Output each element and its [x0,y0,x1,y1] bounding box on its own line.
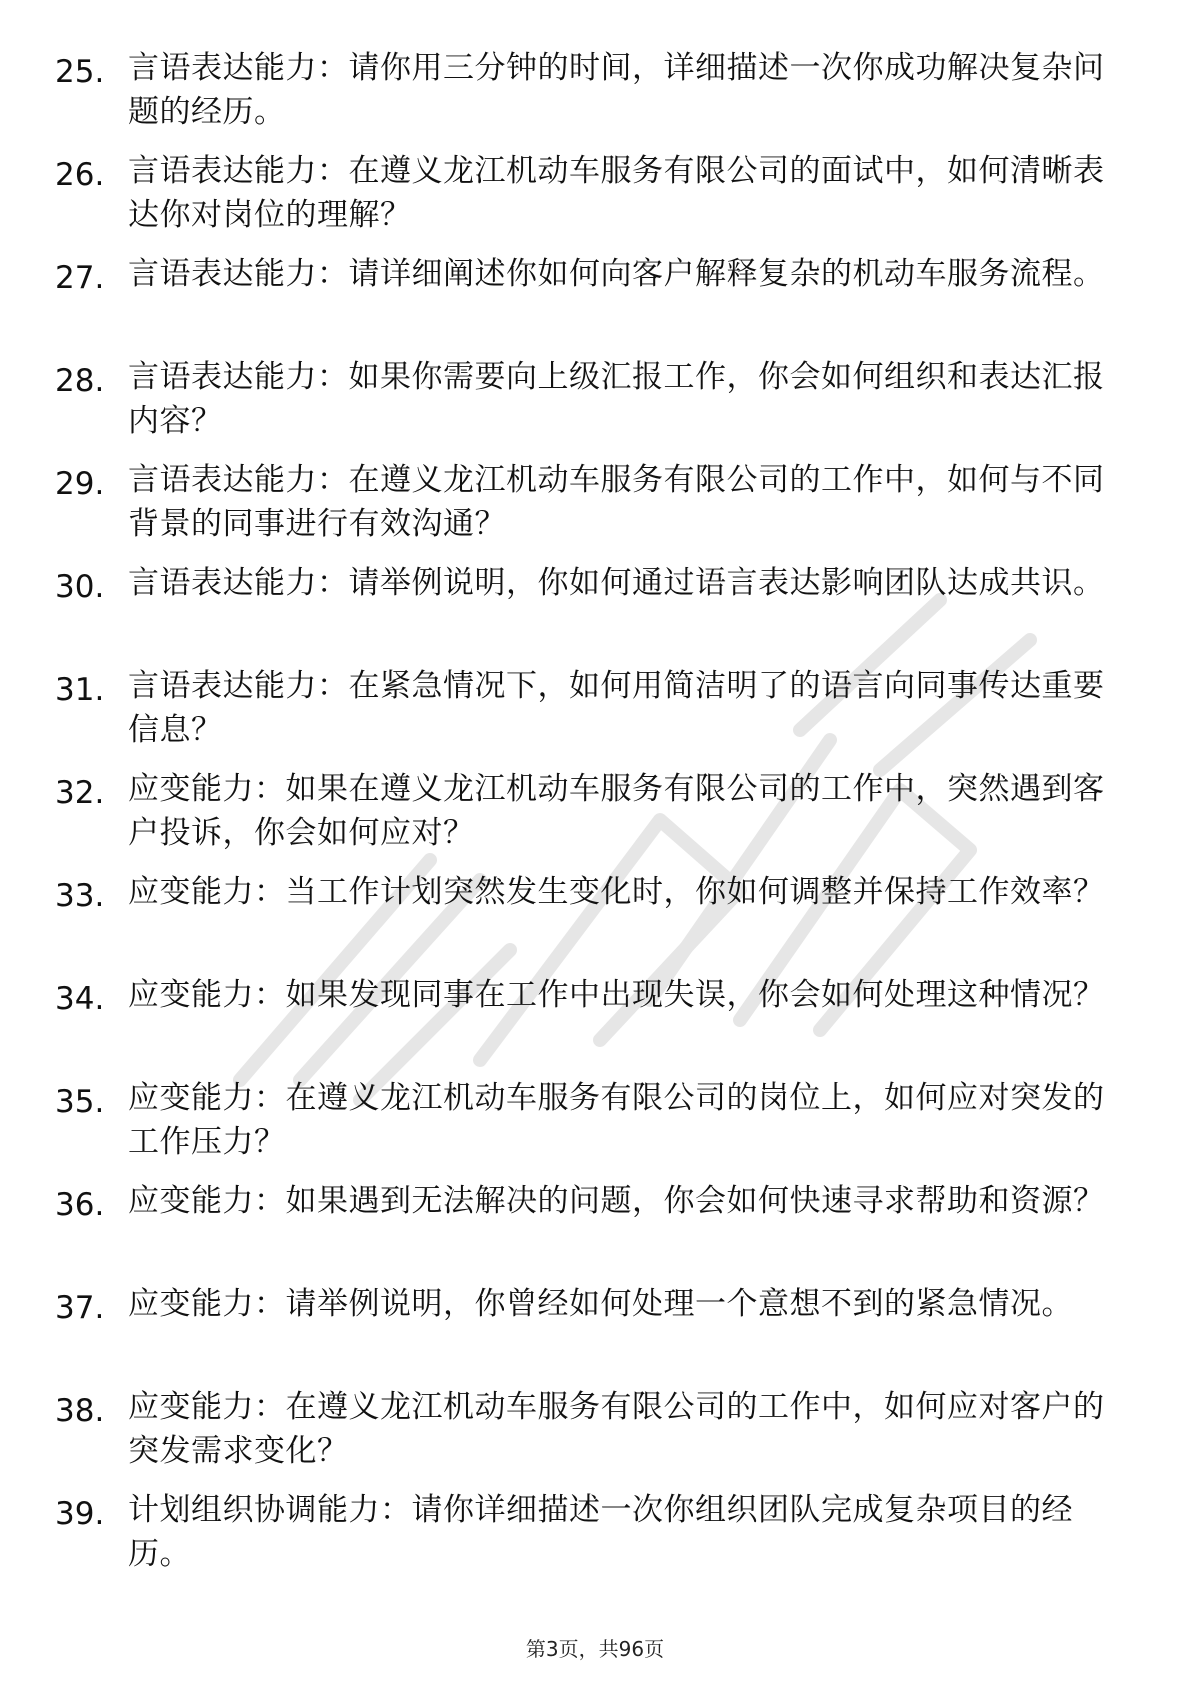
question-item [0,561,1190,664]
question-item [0,973,1190,1076]
question-list [0,46,1190,1591]
question-number: 27. [55,260,105,296]
question-text: 言语表达能力：在紧急情况下，如何用简洁明了的语言向同事传达重要信息？ [128,668,1105,748]
question-item [0,1076,1190,1179]
question-text: 应变能力：如果发现同事在工作中出现失误，你会如何处理这种情况？ [128,977,1105,1013]
question-text: 应变能力：如果在遵义龙江机动车服务有限公司的工作中，突然遇到客户投诉，你会如何应对？ [128,771,1105,851]
question-number: 29. [55,466,105,502]
question-text: 应变能力：在遵义龙江机动车服务有限公司的岗位上，如何应对突发的工作压力？ [128,1080,1105,1160]
question-text: 应变能力：请举例说明，你曾经如何处理一个意想不到的紧急情况。 [128,1286,1073,1322]
question-number: 35. [55,1084,105,1120]
question-number: 30. [55,569,105,605]
question-text: 应变能力：在遵义龙江机动车服务有限公司的工作中，如何应对客户的突发需求变化？ [128,1389,1105,1469]
question-item [0,1179,1190,1282]
question-number: 39. [55,1496,105,1532]
question-number: 32. [55,775,105,811]
question-item [0,46,1190,149]
question-text: 言语表达能力：在遵义龙江机动车服务有限公司的工作中，如何与不同背景的同事进行有效沟通？ [128,462,1105,542]
question-item [0,149,1190,252]
question-number: 37. [55,1290,105,1326]
question-number: 33. [55,878,105,914]
question-item [0,458,1190,561]
question-item [0,870,1190,973]
question-item [0,664,1190,767]
question-item [0,1488,1190,1591]
question-item [0,767,1190,870]
question-text: 计划组织协调能力：请你详细描述一次你组织团队完成复杂项目的经历。 [128,1492,1073,1572]
question-number: 38. [55,1393,105,1429]
question-text: 言语表达能力：如果你需要向上级汇报工作，你会如何组织和表达汇报内容？ [128,359,1105,439]
question-text: 言语表达能力：请详细阐述你如何向客户解释复杂的机动车服务流程。 [128,256,1105,292]
question-number: 26. [55,157,105,193]
question-number: 34. [55,981,105,1017]
question-number: 36. [55,1187,105,1223]
question-item [0,252,1190,355]
question-number: 31. [55,672,105,708]
question-text: 言语表达能力：在遵义龙江机动车服务有限公司的面试中，如何清晰表达你对岗位的理解？ [128,153,1105,233]
question-text: 应变能力：如果遇到无法解决的问题，你会如何快速寻求帮助和资源？ [128,1183,1105,1219]
page-number: 第3页，共96页 [525,1637,665,1661]
question-item [0,1385,1190,1488]
question-text: 言语表达能力：请举例说明，你如何通过语言表达影响团队达成共识。 [128,565,1105,601]
question-item [0,1282,1190,1385]
question-number: 25. [55,54,105,90]
question-text: 言语表达能力：请你用三分钟的时间，详细描述一次你成功解决复杂问题的经历。 [128,50,1105,130]
question-item [0,355,1190,458]
question-text: 应变能力：当工作计划突然发生变化时，你如何调整并保持工作效率？ [128,874,1105,910]
question-number: 28. [55,363,105,399]
